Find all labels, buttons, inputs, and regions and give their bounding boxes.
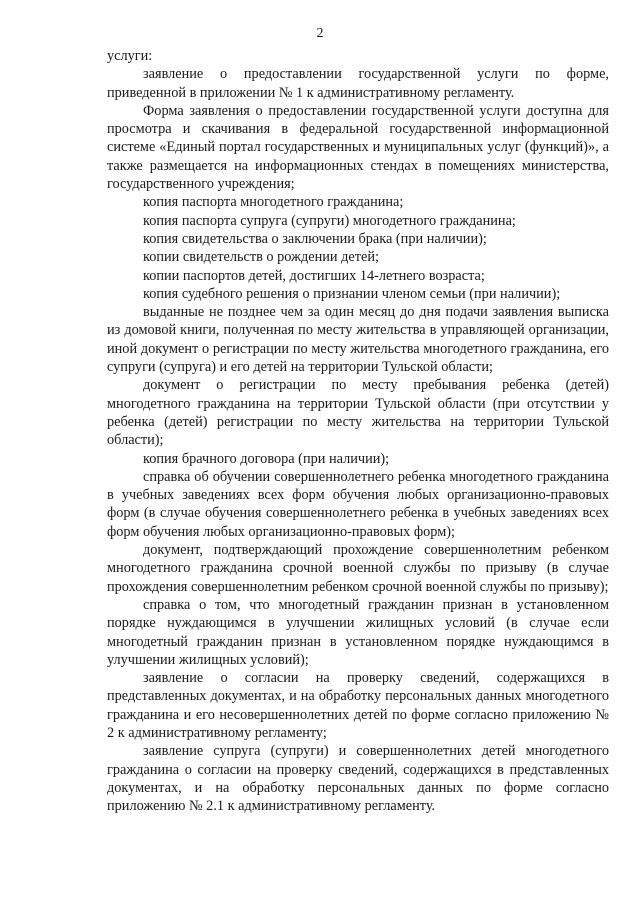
list-item: копия паспорта супруга (супруги) многодетного гражданина; (143, 212, 516, 229)
document-body (107, 47, 609, 815)
list-item: копии паспортов детей, достигших 14-летнего возраста; (143, 267, 485, 284)
list-item: копия судебного решения о признании членом семьи (при наличии); (143, 285, 561, 302)
paragraph: Форма заявления о предоставлении государственной услуги доступна для просмотра и скачивания в федеральной государственной информационной системе «Единый портал государственных и муниципальных услуг (функций)», а также размещается на информационных стендах в помещениях министерства, государственного учреждения; (107, 102, 609, 193)
list-item: копия свидетельства о заключении брака (при наличии); (143, 230, 487, 247)
list-item: заявление о согласии на проверку сведений, содержащихся в представленных документах, и на обработку персональных данных многодетного гражданина и его несовершеннолетних детей по форме согласно приложению № 2 к административному регламенту; (107, 670, 609, 741)
list-item: копия брачного договора (при наличии); (143, 450, 390, 467)
paragraph: услуги: (107, 48, 153, 64)
list-item: документ о регистрации по месту пребывания ребенка (детей) многодетного гражданина на территории Тульской области (при отсутствии у ребенка (детей) регистрации по месту жительства на территории Тульской области); (107, 377, 609, 449)
list-item: заявление супруга (супруги) и совершеннолетних детей многодетного гражданина о согласии на проверку сведений, содержащихся в представленных документах, и на обработку персональных данных по форме согласно приложению № 2.1 к административному регламенту. (107, 743, 609, 815)
page-number: 2 (316, 26, 324, 41)
list-item: справка о том, что многодетный гражданин признан в установленном порядке нуждающимся в улучшении жилищных условий (в случае если многодетный гражданин признан в установленном порядке нуждающимся в улучшении жилищных условий); (107, 596, 609, 668)
paragraph: заявление о предоставлении государственной услуги по форме, приведенной в приложении № 1 к административному регламенту. (107, 66, 609, 101)
list-item: копии свидетельств о рождении детей; (143, 249, 379, 266)
list-item: выданные не позднее чем за один месяц до дня подачи заявления выписка из домовой книги, полученная по месту жительства в управляющей организации, иной документ о регистрации по месту жительства многодетного гражданина, его супруги (супруга) и его детей на территории Тульской области; (107, 304, 609, 376)
list-item: справка об обучении совершеннолетнего ребенка многодетного гражданина в учебных заведениях всех форм обучения любых организационно-правовых форм (в случае обучения совершеннолетнего ребенка в учебных заведениях всех форм обучения любых организационно-правовых форм); (107, 468, 609, 540)
list-item: документ, подтверждающий прохождение совершеннолетним ребенком многодетного гражданина срочной военной службы по призыву (в случае прохождения совершеннолетним ребенком срочной военной службы по призыву); (107, 542, 609, 595)
list-item: копия паспорта многодетного гражданина; (143, 194, 404, 211)
